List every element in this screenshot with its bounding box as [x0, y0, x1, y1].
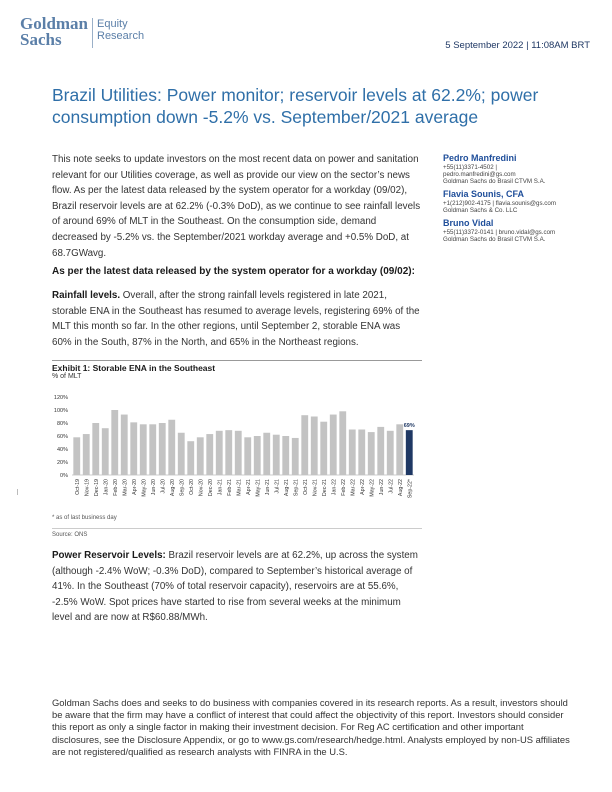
- x-tick-label: Jul-20: [160, 479, 167, 494]
- author-name: Flavia Sounis, CFA: [443, 189, 525, 199]
- chart-bar: [339, 411, 346, 475]
- chart-bar: [254, 436, 261, 475]
- exhibit-unit: % of MLT: [52, 373, 82, 380]
- data-label: 69%: [403, 423, 415, 430]
- x-tick-label: Jul-22: [388, 479, 395, 494]
- power-reservoir-paragraph: [52, 548, 422, 626]
- exhibit-footnote: * as of last business day: [52, 515, 117, 521]
- chart-bar: [130, 422, 137, 475]
- x-tick-label: Oct-20: [188, 479, 195, 495]
- chart-bar: [159, 423, 166, 475]
- goldman-sachs-logo: [20, 16, 90, 48]
- logo-line-research: Research: [97, 30, 145, 42]
- x-tick-label: Jul-21: [274, 479, 281, 494]
- author-firm: Goldman Sachs do Brasil CTVM S.A.: [443, 236, 546, 244]
- rainfall-text: Overall, after the strong rainfall levels registered in late 2021, storable ENA in the Southeast has resumed to average levels, registering 69% of the MLT this month so far. In the other regions, until September 2, storable ENA was 60% in the South, 87% in the North, and 65% in the Northeast regions.: [52, 290, 420, 348]
- power-reservoir-text: Brazil reservoir levels are at 62.2%, up across the system (although -2.4% WoW; -0.3% DoD), compared to September’s historical average of 41%. In the Southeast (70% of total reservoir capacity), reservoirs are at 55.6%, -2.5% WoW. Spot prices have started to rise from several weeks at the minimum level and are now at R$60.88/MWh.: [52, 550, 418, 624]
- y-tick-label: 120%: [53, 395, 68, 401]
- chart-bar: [102, 428, 109, 475]
- chart-bar: [282, 436, 289, 475]
- author-contact: +55(11)3371-4502 |: [443, 164, 497, 171]
- x-tick-label: Dec-21: [321, 479, 328, 497]
- x-tick-label: Mar-20: [122, 479, 129, 496]
- author-name: Pedro Manfredini: [443, 153, 517, 163]
- y-tick-label: 80%: [56, 421, 68, 427]
- y-tick-label: 0%: [60, 473, 68, 479]
- source-rule: [52, 528, 422, 529]
- x-tick-label: Jan-20: [103, 479, 110, 496]
- chart-bar: [111, 410, 118, 475]
- exhibit-top-rule: [52, 360, 422, 361]
- chart-bar: [396, 424, 403, 475]
- logo-line-sachs: Sachs: [20, 30, 62, 49]
- x-tick-label: Dec-20: [207, 479, 214, 497]
- chart-bar: [320, 422, 327, 475]
- x-tick-label: Sep-22*: [407, 479, 414, 499]
- section-subhead: As per the latest data released by the system operator for a workday (09/02):: [52, 266, 415, 277]
- x-tick-label: Aug-21: [283, 479, 290, 497]
- author-email[interactable]: pedro.manfredini@gs.com: [443, 171, 516, 179]
- x-tick-label: May-22: [369, 479, 376, 497]
- x-tick-label: Mar-22: [350, 479, 357, 496]
- x-tick-label: Aug-22: [397, 479, 404, 497]
- author-contact[interactable]: +1(212)902-4175 | flavia.sounis@gs.com: [443, 200, 556, 207]
- disclosure-text: Goldman Sachs does and seeks to do business with companies covered in its research reports. As a result, investors should be aware that the firm may have a conflict of interest that could affect the objectivity of this report. Investors should consider this report as only a single factor in making their investment decision. For Reg AC certification and other important disclosures, see the Disclosure Appendix, or go to www.gs.com/research/hedge.html. Analysts employed by non-US affiliates are not registered/qualified as research analysts with FINRA in the U.S.: [52, 697, 570, 757]
- chart-bar: [406, 430, 413, 475]
- y-tick-label: 60%: [56, 434, 68, 440]
- author-block-3: [443, 218, 603, 243]
- chart-bar: [73, 437, 80, 475]
- x-tick-label: Sep-20: [179, 479, 186, 497]
- x-tick-label: Oct-19: [74, 479, 81, 495]
- x-tick-label: Jun-21: [264, 479, 271, 496]
- author-firm: Goldman Sachs & Co. LLC: [443, 207, 518, 215]
- equity-research-label: [97, 18, 177, 42]
- power-reservoir-lead: Power Reservoir Levels:: [52, 550, 166, 561]
- chart-bar: [273, 435, 280, 475]
- x-tick-label: Jun-20: [150, 479, 157, 496]
- chart-bar: [244, 437, 251, 475]
- x-tick-label: Jun-22: [378, 479, 385, 496]
- rainfall-lead: Rainfall levels.: [52, 290, 121, 301]
- y-tick-label: 100%: [53, 408, 68, 414]
- chart-bar: [149, 424, 156, 475]
- chart-bar: [225, 430, 232, 475]
- chart-bar: [301, 415, 308, 475]
- x-tick-label: Oct-21: [302, 479, 309, 495]
- logo-divider: [92, 18, 93, 48]
- chart-bar: [140, 424, 147, 475]
- x-tick-label: May-20: [141, 479, 148, 497]
- chart-bar: [121, 415, 128, 475]
- x-tick-label: Mar-21: [236, 479, 243, 496]
- x-tick-label: Jan-22: [331, 479, 338, 496]
- x-tick-label: May-21: [255, 479, 262, 497]
- x-tick-label: Nov-21: [312, 479, 319, 497]
- rainfall-paragraph: [52, 288, 422, 350]
- x-tick-label: Nov-19: [84, 479, 91, 497]
- exhibit-source: Source: ONS: [52, 532, 88, 538]
- x-tick-label: Nov-20: [198, 479, 205, 497]
- chart-bar: [206, 434, 213, 475]
- chart-bar: [187, 441, 194, 475]
- x-tick-label: Aug-20: [169, 479, 176, 497]
- x-tick-label: Dec-19: [93, 479, 100, 497]
- x-tick-label: Jan-21: [217, 479, 224, 496]
- margin-tick: [17, 489, 18, 495]
- x-tick-label: Apr-21: [245, 479, 252, 495]
- chart-bar: [92, 423, 99, 475]
- x-tick-label: Feb-22: [340, 479, 347, 496]
- chart-bar: [330, 415, 337, 475]
- chart-bar: [216, 431, 223, 475]
- intro-paragraph: This note seeks to update investors on the most recent data on power and sanitation relevant for our Utilities coverage, as well as provide our view on the sector’s news flow. As per the latest data released by the system operator for a workday (09/02), Brazil reservoir levels are at 62.2% (-0.3% DoD), as we continue to see rainfall levels of around 69% of MLT in the Southeast. On the consumption side, demand decreased by -5.2% vs. the September/2021 workday average and +0.5% DoD, at 68.7GWavg.: [52, 154, 421, 259]
- y-tick-label: 40%: [56, 447, 68, 453]
- logo-line-equity: Equity: [97, 18, 128, 30]
- x-tick-label: Apr-20: [131, 479, 138, 495]
- chart-bar: [263, 433, 270, 475]
- chart-bar: [168, 420, 175, 475]
- x-tick-label: Sep-21: [293, 479, 300, 497]
- report-dateline: 5 September 2022 | 11:08AM BRT: [445, 40, 590, 51]
- report-title: Brazil Utilities: Power monitor; reservoir levels at 62.2%; power consumption down -5.2% vs. September/2021 average: [52, 85, 539, 127]
- chart-bar: [83, 434, 90, 475]
- logo-line-goldman: Goldman: [20, 14, 89, 33]
- chart-bar: [358, 430, 365, 476]
- exhibit-title: Exhibit 1: Storable ENA in the Southeast: [52, 363, 216, 373]
- x-tick-label: Feb-21: [226, 479, 233, 496]
- author-contact[interactable]: +55(11)3372-0141 | bruno.vidal@gs.com: [443, 229, 556, 236]
- chart-bar: [235, 431, 242, 475]
- y-tick-label: 20%: [56, 460, 68, 466]
- chart-bar: [197, 437, 204, 475]
- x-tick-label: Apr-22: [359, 479, 366, 495]
- chart-bar: [311, 417, 318, 476]
- x-tick-label: Feb-20: [112, 479, 119, 496]
- chart-bar: [368, 432, 375, 475]
- chart-bar: [349, 430, 356, 476]
- chart-bar: [377, 427, 384, 475]
- author-block-1: [443, 153, 603, 186]
- author-firm: Goldman Sachs do Brasil CTVM S.A.: [443, 178, 546, 186]
- storable-ena-bar-chart: [52, 385, 422, 510]
- chart-bar: [178, 433, 185, 475]
- author-block-2: [443, 189, 603, 214]
- chart-bar: [292, 438, 299, 475]
- chart-bar: [387, 431, 394, 475]
- author-name: Bruno Vidal: [443, 218, 494, 228]
